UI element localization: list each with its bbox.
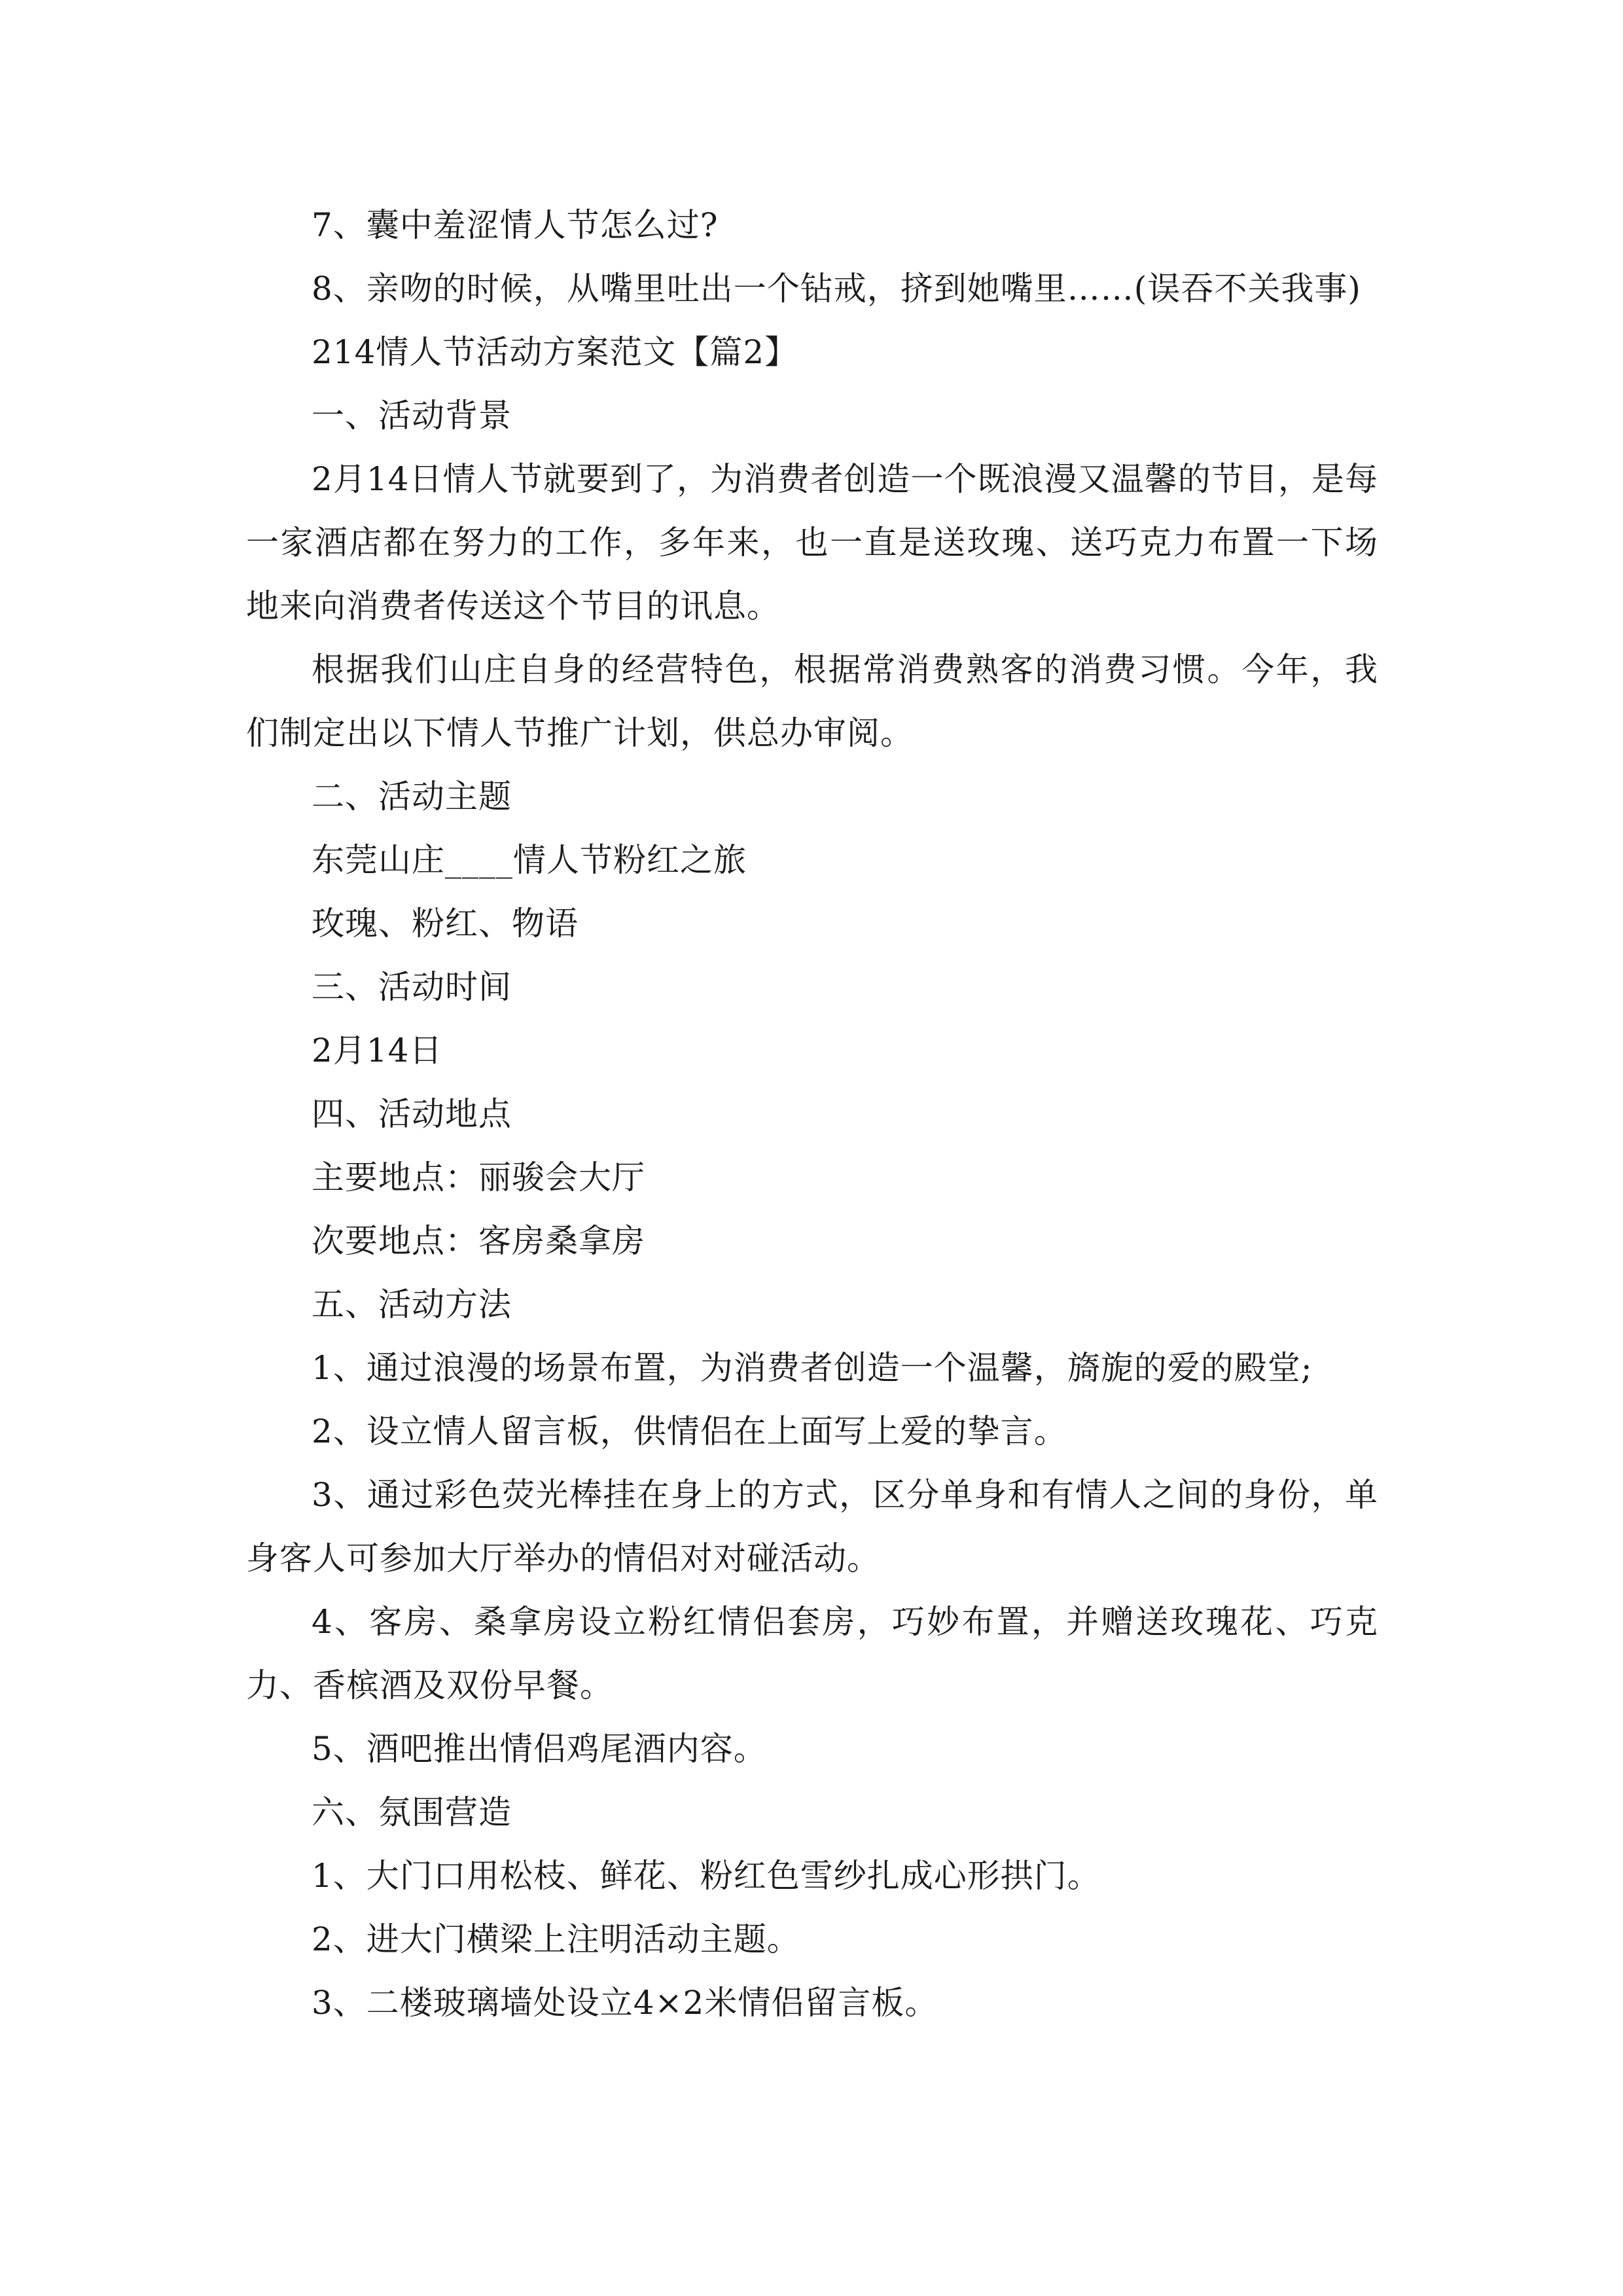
list-item: 1、大门口用松枝、鲜花、粉红色雪纱扎成心形拱门。 (312, 1857, 1101, 1895)
body-line: 主要地点：丽骏会大厅 (312, 1158, 645, 1196)
section-heading: 五、活动方法 (312, 1285, 512, 1323)
list-item: 4、客房、桑拿房设立粉红情侣套房，巧妙布置，并赠送玫瑰花、巧克力、香槟酒及双份早餐。 (246, 1603, 1378, 1704)
list-item: 7、囊中羞涩情人节怎么过? (312, 206, 719, 244)
section-heading: 二、活动主题 (312, 778, 512, 816)
section-title: 214情人节活动方案范文【篇2】 (312, 333, 798, 371)
list-item: 2、进大门横梁上注明活动主题。 (312, 1920, 800, 1958)
section-heading: 四、活动地点 (312, 1095, 512, 1133)
section-heading: 六、氛围营造 (312, 1793, 512, 1831)
document-body (246, 194, 1378, 2035)
body-line: 玫瑰、粉红、物语 (312, 905, 579, 942)
list-item: 5、酒吧推出情侣鸡尾酒内容。 (312, 1730, 767, 1768)
list-item: 1、通过浪漫的场景布置，为消费者创造一个温馨，旖旎的爱的殿堂; (312, 1349, 1313, 1387)
body-line: 次要地点：客房桑拿房 (312, 1222, 645, 1260)
body-line: 东莞山庄____情人节粉红之旅 (312, 841, 747, 879)
body-paragraph: 根据我们山庄自身的经营特色，根据常消费熟客的消费习惯。今年，我们制定出以下情人节推广计划，供总办审阅。 (246, 651, 1378, 752)
list-item: 2、设立情人留言板，供情侣在上面写上爱的挚言。 (312, 1412, 1067, 1450)
section-heading: 一、活动背景 (312, 397, 512, 435)
list-item: 8、亲吻的时候，从嘴里吐出一个钻戒，挤到她嘴里……(误吞不关我事) (312, 270, 1361, 308)
section-heading: 三、活动时间 (312, 968, 512, 1006)
body-paragraph: 2月14日情人节就要到了，为消费者创造一个既浪漫又温馨的节目，是每一家酒店都在努力的工作，多年来，也一直是送玫瑰、送巧克力布置一下场地来向消费者传送这个节目的讯息。 (246, 460, 1378, 625)
list-item: 3、二楼玻璃墙处设立4×2米情侣留言板。 (312, 1984, 938, 2022)
list-item: 3、通过彩色荧光棒挂在身上的方式，区分单身和有情人之间的身份，单身客人可参加大厅举办的情侣对对碰活动。 (246, 1476, 1378, 1577)
body-line: 2月14日 (312, 1031, 443, 1069)
